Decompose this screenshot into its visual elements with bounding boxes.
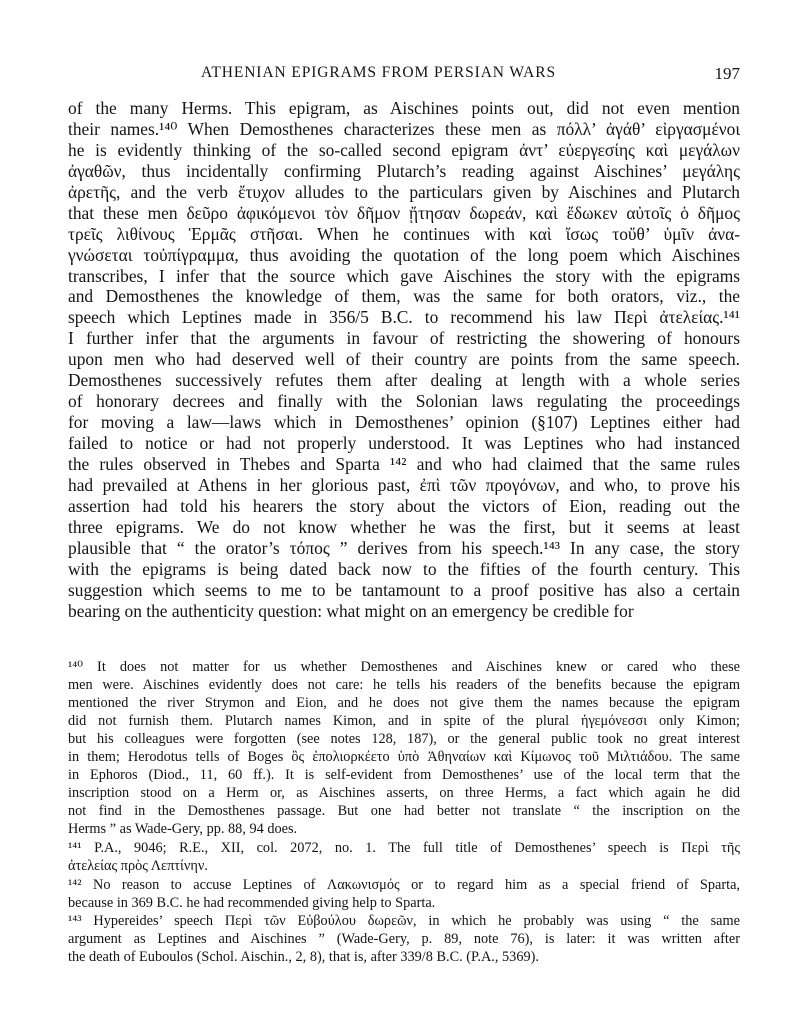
body-line: of honorary decrees and finally with the Solonian laws regulating the proceedings [68, 391, 740, 412]
main-text [68, 98, 740, 621]
body-line: their names.¹⁴⁰ When Demosthenes characterizes these men as πόλλ’ ἀγάθ’ εἰργασμένοι [68, 118, 740, 139]
footnote-line: ¹⁴³ Hypereides’ speech Περὶ τῶν Εὐβούλου δωρεῶν, in which he probably was using “ the same [68, 913, 740, 930]
footnote-140 [68, 658, 740, 838]
body-line: with the epigrams is being dated back now to the fifties of the fourth century. This [68, 558, 740, 579]
footnote-142 [68, 876, 740, 912]
running-head [68, 64, 740, 88]
body-line: and Demosthenes the knowledge of them, was the same for both orators, viz., the [68, 286, 740, 307]
footnote-line: Herms ” as Wade-Gery, pp. 88, 94 does. [68, 821, 298, 838]
page-number: 197 [714, 64, 740, 83]
footnote-line: not find in the Demosthenes passage. But one had better not translate “ the inscription on the [68, 803, 740, 820]
footnote-line: did not furnish them. Plutarch names Kimon, and in spite of the plural ἡγεμόνεσσι only Kimon; [68, 713, 740, 730]
body-line: he is evidently thinking of the so-called second epigram ἀντ’ εὐεργεσίης καὶ μεγάλων [68, 139, 740, 160]
body-line: Demosthenes successively refutes them after dealing at length with a whole series [68, 370, 740, 391]
body-line: suggestion which seems to me to be tantamount to a proof positive has also a certain [68, 579, 740, 600]
body-line: had prevailed at Athens in her glorious past, ἐπὶ τῶν προγόνων, and who, to prove his [68, 474, 740, 495]
body-line: failed to notice or had not properly understood. It was Leptines who had instanced [68, 433, 740, 453]
body-line: γνώσεται τοὐπίγραμμα, thus avoiding the quotation of the long poem which Aischines [68, 244, 740, 265]
running-head-title: ATHENIAN EPIGRAMS FROM PERSIAN WARS [201, 64, 557, 81]
footnote-line: men were. Aischines evidently does not care: he tells his readers of the benefits because the epigram [68, 677, 740, 694]
body-line: three epigrams. We do not know whether he was the first, but it seems at least [68, 516, 740, 537]
body-line: ἀγαθῶν, thus incidentally confirming Plutarch’s reading against Aischines’ μεγάλης [68, 160, 740, 181]
footnote-line: argument as Leptines and Aischines ” (Wade-Gery, p. 89, note 76), is later: it was written after [68, 931, 740, 948]
footnote-line: ¹⁴² No reason to accuse Leptines of Λακωνισμός or to regard him as a special friend of Sparta, [68, 876, 740, 893]
body-line: ἀρετῆς, and the verb ἔτυχον alludes to the particulars given by Aischines and Plutarch [68, 181, 740, 202]
footnote-line: inscription stood on a Herm or, as Aischines asserts, on three Herms, a fact which again he did [68, 785, 740, 802]
footnote-143 [68, 912, 740, 966]
footnote-line: ἀτελείας πρὸς Λεπτίνην. [68, 858, 208, 875]
body-line: that these men δεῦρο ἀφικόμενοι τὸν δῆμον ᾔτησαν δωρεάν, καὶ ἔδωκεν αὐτοῖς ὁ δῆμος [68, 202, 740, 223]
body-line: the rules observed in Thebes and Sparta ¹⁴² and who had claimed that the same rules [68, 453, 740, 474]
footnote-line: because in 369 B.C. he had recommended giving help to Sparta. [68, 894, 436, 911]
footnote-line: the death of Euboulos (Schol. Aischin., 2, 8), that is, after 339/8 B.C. (P.A., 5369). [68, 949, 539, 966]
footnote-line: in Ephoros (Diod., 11, 60 ff.). It is self-evident from Demosthenes’ use of the local term that the [68, 767, 740, 784]
body-line: of the many Herms. This epigram, as Aischines points out, did not even mention [68, 98, 740, 118]
body-line: upon men who had deserved well of their country are points from the same speech. [68, 349, 740, 370]
footnote-line: mentioned the river Strymon and Eion, and he does not give them the names because the epigram [68, 695, 740, 712]
footnote-line: in them; Herodotus tells of Boges ὃς ἐπολιορκέετο ὑπὸ Ἀθηναίων καὶ Κίμωνος τοῦ Μιλτιάδου. The same [68, 749, 740, 766]
footnote-line: but his colleagues were forgotten (see notes 128, 187), or the general public took no great interest [68, 731, 740, 748]
footnote-141 [68, 839, 740, 875]
body-line: τρεῖς λιθίνους Ἑρμᾶς στῆσαι. When he continues with καὶ ἴσως τοὔθ’ ὑμῖν ἀνα- [68, 223, 740, 244]
footnote-line: ¹⁴⁰ It does not matter for us whether Demosthenes and Aischines knew or cared who these [68, 659, 740, 675]
body-line: for moving a law—laws which in Demosthenes’ opinion (§107) Leptines either had [68, 412, 740, 433]
body-line: I further infer that the arguments in favour of restricting the showering of honours [68, 328, 740, 349]
body-line: transcribes, I infer that the source which gave Aischines the story with the epigrams [68, 265, 740, 286]
body-line: assertion had told his hearers the story about the victors of Eion, reading out the [68, 495, 740, 516]
footnote-line: ¹⁴¹ P.A., 9046; R.E., XII, col. 2072, no. 1. The full title of Demosthenes’ speech is Περὶ τῆς [68, 839, 740, 856]
body-line: bearing on the authenticity question: what might on an emergency be credible for [68, 600, 634, 621]
footnotes [68, 658, 740, 966]
body-line: plausible that “ the orator’s τόπος ” derives from his speech.¹⁴³ In any case, the story [68, 537, 740, 558]
body-line: speech which Leptines made in 356/5 B.C. to recommend his law Περὶ ἀτελείας.¹⁴¹ [68, 307, 740, 328]
